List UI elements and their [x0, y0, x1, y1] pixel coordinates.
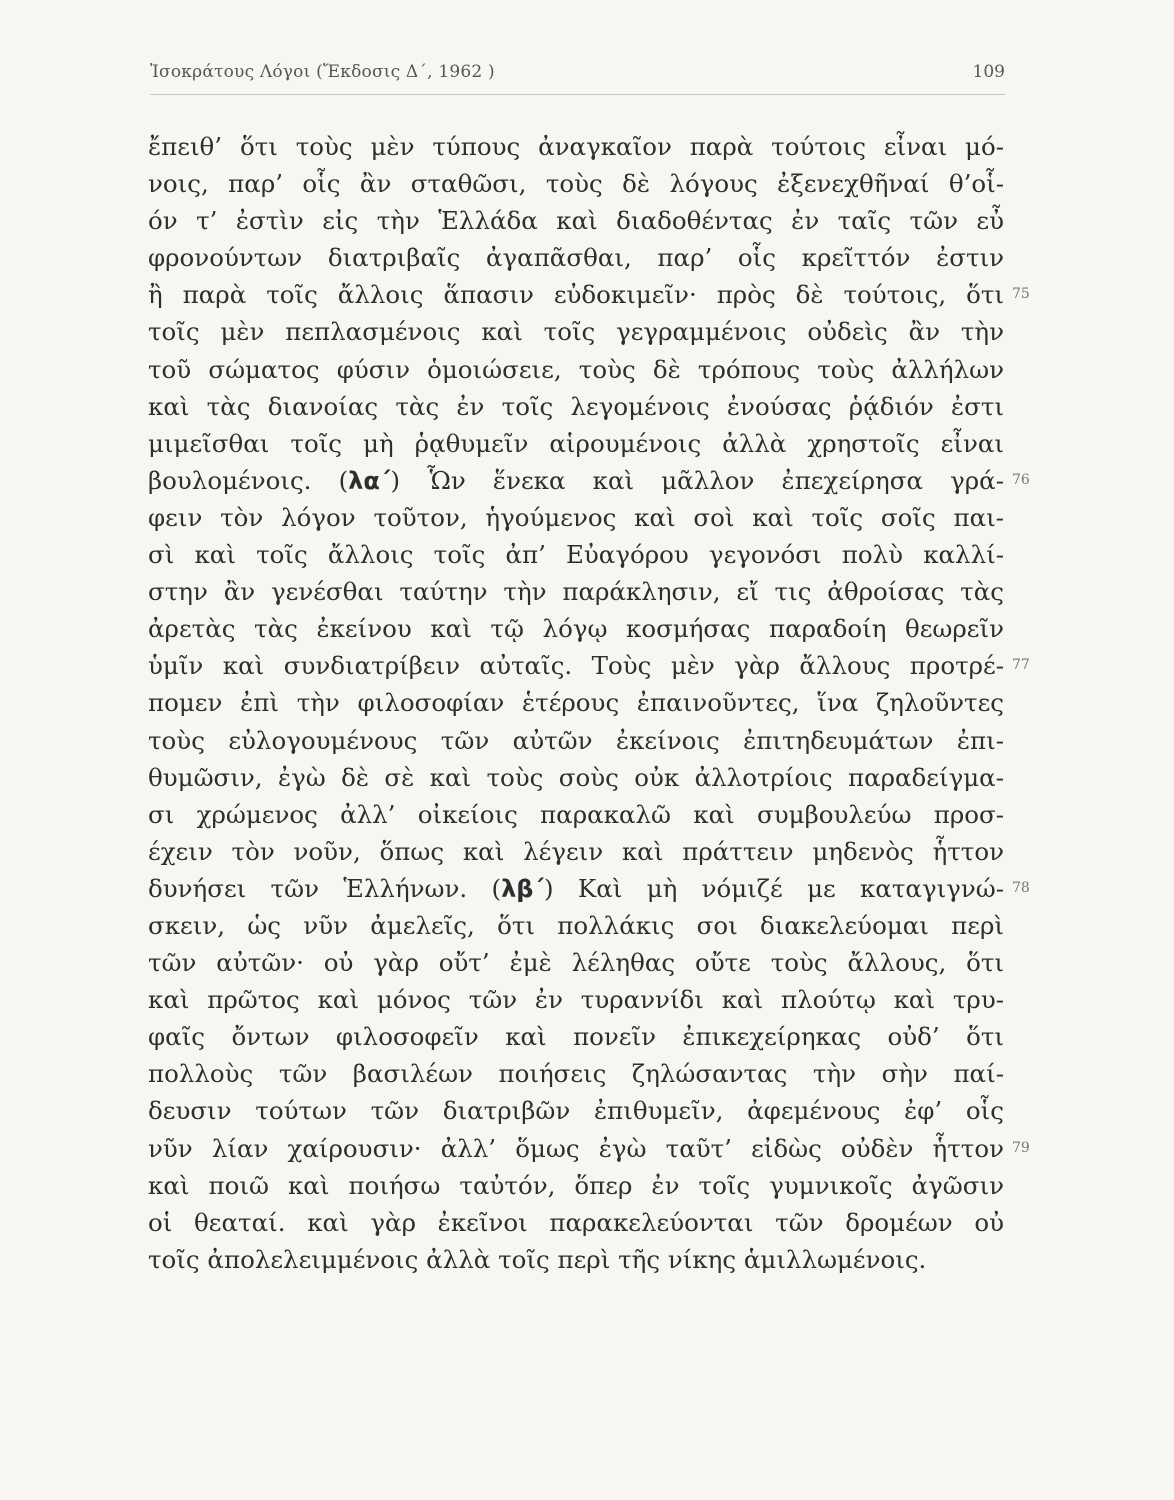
text-line	[148, 981, 1004, 1018]
text-line	[148, 833, 1004, 870]
line-text-pre: δυνήσει τῶν Ἑλλήνων. (	[148, 873, 502, 903]
text-line	[148, 647, 1030, 684]
text-line	[148, 536, 1004, 573]
text-line	[148, 239, 1004, 276]
text-line	[148, 165, 1004, 202]
text-line	[148, 944, 1004, 981]
line-text: νοις, παρ’ οἷς ἂν σταθῶσι, τοὺς δὲ λόγους ἐξενεχθῆναί θ’οἷ-	[148, 169, 1004, 199]
line-text: καὶ ποιῶ καὶ ποιήσω ταὐτόν, ὅπερ ἐν τοῖς γυμνικοῖς ἀγῶσιν	[148, 1170, 1004, 1200]
line-text-post: ) Καὶ μὴ νόμιζέ με καταγιγνώ-	[544, 873, 1004, 903]
line-text-post: ) Ὧν ἕνεκα καὶ μᾶλλον ἐπεχείρησα γρά-	[390, 465, 1004, 495]
line-text: φειν τὸν λόγον τοῦτον, ἡγούμενος καὶ σοὶ καὶ τοῖς σοῖς παι-	[148, 502, 1004, 532]
section-number: λβ΄	[501, 874, 545, 903]
line-text: μιμεῖσθαι τοῖς μὴ ῥᾳθυμεῖν αἱρουμένοις ἀλλὰ χρηστοῖς εἶναι	[148, 428, 1004, 458]
text-line	[148, 1130, 1030, 1167]
line-text: έχειν τὸν νοῦν, ὅπως καὶ λέγειν καὶ πράττειν μηδενὸς ἧττον	[148, 836, 1004, 866]
line-text-pre: βουλομένοις. (	[148, 465, 349, 495]
page-number: 109	[972, 62, 1005, 82]
line-text: τοῖς μὲν πεπλασμένοις καὶ τοῖς γεγραμμένοις οὐδεὶς ἂν τὴν	[148, 317, 1004, 347]
text-line	[148, 276, 1030, 313]
text-line	[148, 313, 1004, 350]
text-line	[148, 1092, 1004, 1129]
line-text: πολλοὺς τῶν βασιλέων ποιήσεις ζηλώσαντας τὴν σὴν παί-	[148, 1059, 1004, 1089]
text-line	[148, 425, 1004, 462]
line-text: ἀρετὰς τὰς ἐκείνου καὶ τῷ λόγῳ κοσμήσας παραδοίη θεωρεῖν	[148, 614, 1004, 644]
line-text: σκειν, ὡς νῦν ἀμελεῖς, ὅτι πολλάκις σοι διακελεύομαι περὶ	[148, 910, 1004, 940]
line-text: όν τ’ ἐστὶν εἰς τὴν Ἑλλάδα καὶ διαδοθέντας ἐν ταῖς τῶν εὖ	[148, 206, 1004, 236]
margin-line-number: 76	[1012, 471, 1030, 488]
line-text: φρονούντων διατριβαῖς ἀγαπᾶσθαι, παρ’ οἷς κρεῖττόν ἐστιν	[148, 243, 1004, 273]
line-text: καὶ τὰς διανοίας τὰς ἐν τοῖς λεγομένοις ἐνούσας ῥᾴδιόν ἐστι	[148, 391, 1004, 421]
text-line	[148, 722, 1004, 759]
text-line	[148, 202, 1004, 239]
line-text: ὑμῖν καὶ συνδιατρίβειν αὐταῖς. Τοὺς μὲν γὰρ ἄλλους προτρέ-	[148, 651, 1004, 681]
margin-line-number: 78	[1012, 879, 1030, 896]
line-text	[148, 466, 1004, 495]
line-text: οἱ θεαταί. καὶ γὰρ ἐκεῖνοι παρακελεύονται τῶν δρομέων οὐ	[148, 1207, 1004, 1237]
text-line	[148, 1018, 1004, 1055]
margin-line-number: 75	[1012, 286, 1030, 303]
line-text	[148, 874, 1004, 903]
header-title: Ἰσοκράτους Λόγοι (Ἔκδοσις Δ΄, 1962 )	[150, 62, 495, 82]
line-text: τῶν αὐτῶν· οὐ γὰρ οὔτ’ ἐμὲ λέληθας οὔτε τοὺς ἄλλους, ὅτι	[148, 948, 1004, 978]
text-line	[148, 1167, 1004, 1204]
text-line	[148, 499, 1004, 536]
text-line	[148, 1055, 1004, 1092]
text-line	[148, 388, 1004, 425]
line-text: φαῖς ὄντων φιλοσοφεῖν καὶ πονεῖν ἐπικεχείρηκας οὐδ’ ὅτι	[148, 1022, 1004, 1052]
line-text: καὶ πρῶτος καὶ μόνος τῶν ἐν τυραννίδι καὶ πλούτῳ καὶ τρυ-	[148, 985, 1004, 1015]
text-line	[148, 610, 1004, 647]
text-line	[148, 684, 1004, 721]
text-line	[148, 462, 1030, 499]
line-text: ἔπειθ’ ὅτι τοὺς μὲν τύπους ἀναγκαῖον παρὰ τούτοις εἶναι μό-	[148, 132, 1004, 161]
line-text: σι χρώμενος ἀλλ’ οἰκείοις παρακαλῶ καὶ συμβουλεύω προσ-	[148, 799, 1004, 829]
text-line	[148, 128, 1004, 165]
text-line	[148, 796, 1004, 833]
line-text: πομεν ἐπὶ τὴν φιλοσοφίαν ἑτέρους ἐπαινοῦντες, ἵνα ζηλοῦντες	[148, 688, 1004, 718]
text-line	[148, 907, 1004, 944]
line-text: σὶ καὶ τοῖς ἄλλοις τοῖς ἀπ’ Εὐαγόρου γεγονόσι πολὺ καλλί-	[148, 540, 1004, 570]
line-text: νῦν λίαν χαίρουσιν· ἀλλ’ ὅμως ἐγὼ ταῦτ’ εἰδὼς οὐδὲν ἧττον	[148, 1133, 1004, 1163]
line-text: τοῦ σώματος φύσιν ὁμοιώσειε, τοὺς δὲ τρόπους τοὺς ἀλλήλων	[148, 354, 1004, 384]
text-line	[148, 759, 1004, 796]
text-line	[148, 870, 1030, 907]
margin-line-number: 79	[1012, 1139, 1030, 1156]
main-text	[148, 128, 1028, 1278]
margin-line-number: 77	[1012, 657, 1030, 674]
running-header	[150, 60, 1005, 95]
text-line	[148, 573, 1004, 610]
text-line	[148, 1204, 1004, 1241]
section-number: λα΄	[348, 466, 391, 495]
line-text: τοὺς εὐλογουμένους τῶν αὐτῶν ἐκείνοις ἐπιτηδευμάτων ἐπι-	[148, 725, 1004, 755]
line-text: δευσιν τούτων τῶν διατριβῶν ἐπιθυμεῖν, ἀφεμένους ἐφ’ οἷς	[148, 1096, 1004, 1126]
text-line	[148, 351, 1004, 388]
line-text: τοῖς ἀπολελειμμένοις ἀλλὰ τοῖς περὶ τῆς νίκης ἁμιλλωμένοις.	[148, 1244, 927, 1274]
text-line	[148, 1241, 1004, 1278]
line-text: στην ἂν γενέσθαι ταύτην τὴν παράκλησιν, εἴ τις ἀθροίσας τὰς	[148, 577, 1004, 607]
line-text: ἢ παρὰ τοῖς ἄλλοις ἅπασιν εὐδοκιμεῖν· πρὸς δὲ τούτοις, ὅτι	[148, 280, 1004, 310]
line-text: θυμῶσιν, ἐγὼ δὲ σὲ καὶ τοὺς σοὺς οὐκ ἀλλοτρίοις παραδείγμα-	[148, 762, 1004, 792]
